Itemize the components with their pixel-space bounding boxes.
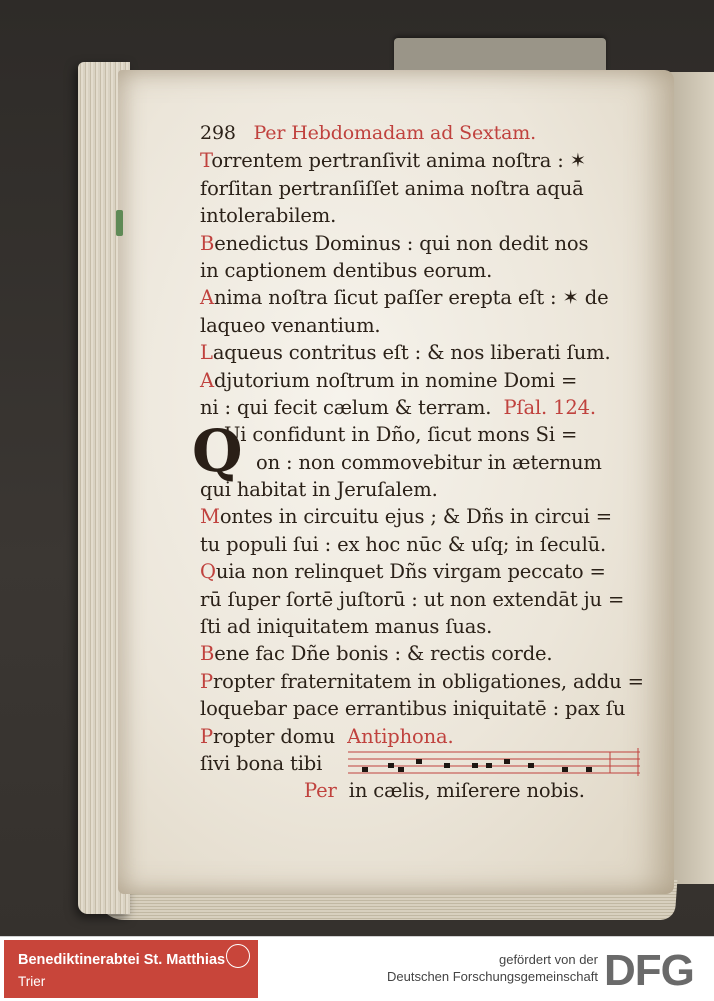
line-initial: A xyxy=(200,286,214,310)
line-text: ropter fraternitatem in obligationes, addu = xyxy=(212,669,644,693)
institution-badge[interactable] xyxy=(4,940,258,998)
line-initial: P xyxy=(200,724,213,748)
line-text: loquebar pace errantibus iniquitatē : pax ſu xyxy=(200,697,626,721)
line-text: intolerabilem. xyxy=(200,204,337,228)
verse-line xyxy=(200,394,660,421)
verse-line-sivi: ſivi bona tibi xyxy=(200,751,323,775)
verse-line xyxy=(200,339,660,366)
line-text: enedictus Dominus : qui non dedit nos xyxy=(214,231,589,255)
verse-line xyxy=(200,175,660,202)
line-text: ene fac Dñe bonis : & rectis corde. xyxy=(214,642,553,666)
line-text: ropter domu xyxy=(212,724,336,748)
book-tab xyxy=(394,38,606,72)
verse-line-propter-domum xyxy=(200,723,660,750)
line-initial: M xyxy=(200,505,220,529)
institution-name: Benediktinerabtei St. Matthias xyxy=(18,952,226,968)
line-initial: A xyxy=(200,368,214,392)
line-initial: B xyxy=(200,231,215,255)
dfg-logo-text: DFG xyxy=(604,946,694,993)
verse-line xyxy=(200,230,660,257)
line-initial: T xyxy=(200,149,212,173)
funding-line-1: gefördert von der xyxy=(498,952,598,967)
q-verse-line: qui habitat in Jeruſalem. xyxy=(200,478,438,502)
psalm-rubric: Pſal. 124. xyxy=(503,395,596,419)
line-initial: P xyxy=(200,669,213,693)
funding-notice xyxy=(387,951,598,985)
line-text: nima noſtra ſicut paſſer erepta eſt : ✶ de xyxy=(213,286,609,310)
verse-line xyxy=(200,668,660,695)
line-initial: B xyxy=(200,642,215,666)
line-text: djutorium noſtrum in nomine Domi = xyxy=(213,368,578,392)
drop-cap-q: Q xyxy=(192,417,243,485)
verse-line xyxy=(200,284,660,311)
line-text: ſti ad iniquitatem manus ſuas. xyxy=(200,615,493,639)
abbey-logo-icon xyxy=(226,944,250,968)
verse-line xyxy=(200,586,660,613)
line-text: uia non relinquet Dñs virgam peccato = xyxy=(215,560,606,584)
footer-bar xyxy=(0,936,714,1001)
verse-block-2 xyxy=(200,503,660,722)
verse-line xyxy=(200,147,660,174)
line-initial: L xyxy=(200,341,213,365)
page-number: 298 xyxy=(200,122,236,144)
funding-line-2: Deutschen Forschungsgemeinschaft xyxy=(386,969,598,984)
verse-line xyxy=(200,558,660,585)
verse-line xyxy=(200,503,660,530)
chant-staff xyxy=(348,748,640,780)
verse-line xyxy=(200,695,660,722)
antiphona-rubric: Antiphona. xyxy=(347,724,454,748)
verse-block-1 xyxy=(200,147,660,421)
page-text xyxy=(192,120,660,805)
psalm-124-opening xyxy=(200,421,660,503)
verse-line xyxy=(200,531,660,558)
page-heading: Per Hebdomadam ad Sextam. xyxy=(253,122,537,144)
dfg-logo[interactable] xyxy=(602,943,706,993)
line-text: tu populi ſui : ex hoc nūc & uſq; in ſeculū. xyxy=(200,532,607,556)
antiphon-text xyxy=(200,777,660,804)
facing-page-edge xyxy=(668,72,714,884)
line-text: ni : qui fecit cælum & terram. xyxy=(200,395,492,419)
verse-line xyxy=(200,257,660,284)
verse-line xyxy=(200,202,660,229)
line-text: orrentem pertranſivit anima noſtra : ✶ xyxy=(211,149,586,173)
line-initial: Q xyxy=(200,560,216,584)
per-rubric: Per xyxy=(304,779,337,803)
line-text: forſitan pertranſiſſet anima noſtra aquā xyxy=(200,176,584,200)
bookmark-ribbon xyxy=(116,210,123,236)
line-text: rū ſuper ſortē juſtorū : ut non extendāt ju = xyxy=(200,587,625,611)
q-verse-line: Ui confidunt in Dño, ſicut mons Si = xyxy=(224,423,578,447)
verse-line xyxy=(200,613,660,640)
antiphon-words: in cælis, miſerere nobis. xyxy=(348,779,585,803)
page-header xyxy=(200,120,660,147)
verse-line xyxy=(200,312,660,339)
line-text: laqueo venantium. xyxy=(200,313,381,337)
q-verse-line: on : non commovebitur in æternum xyxy=(256,450,602,474)
line-text: in captionem dentibus eorum. xyxy=(200,258,493,282)
verse-line xyxy=(200,640,660,667)
line-text: ontes in circuitu ejus ; & Dñs in circui = xyxy=(219,505,612,529)
verse-line xyxy=(200,367,660,394)
line-text: aqueus contritus eſt : & nos liberati ſum. xyxy=(212,341,611,365)
institution-city: Trier xyxy=(18,974,46,989)
